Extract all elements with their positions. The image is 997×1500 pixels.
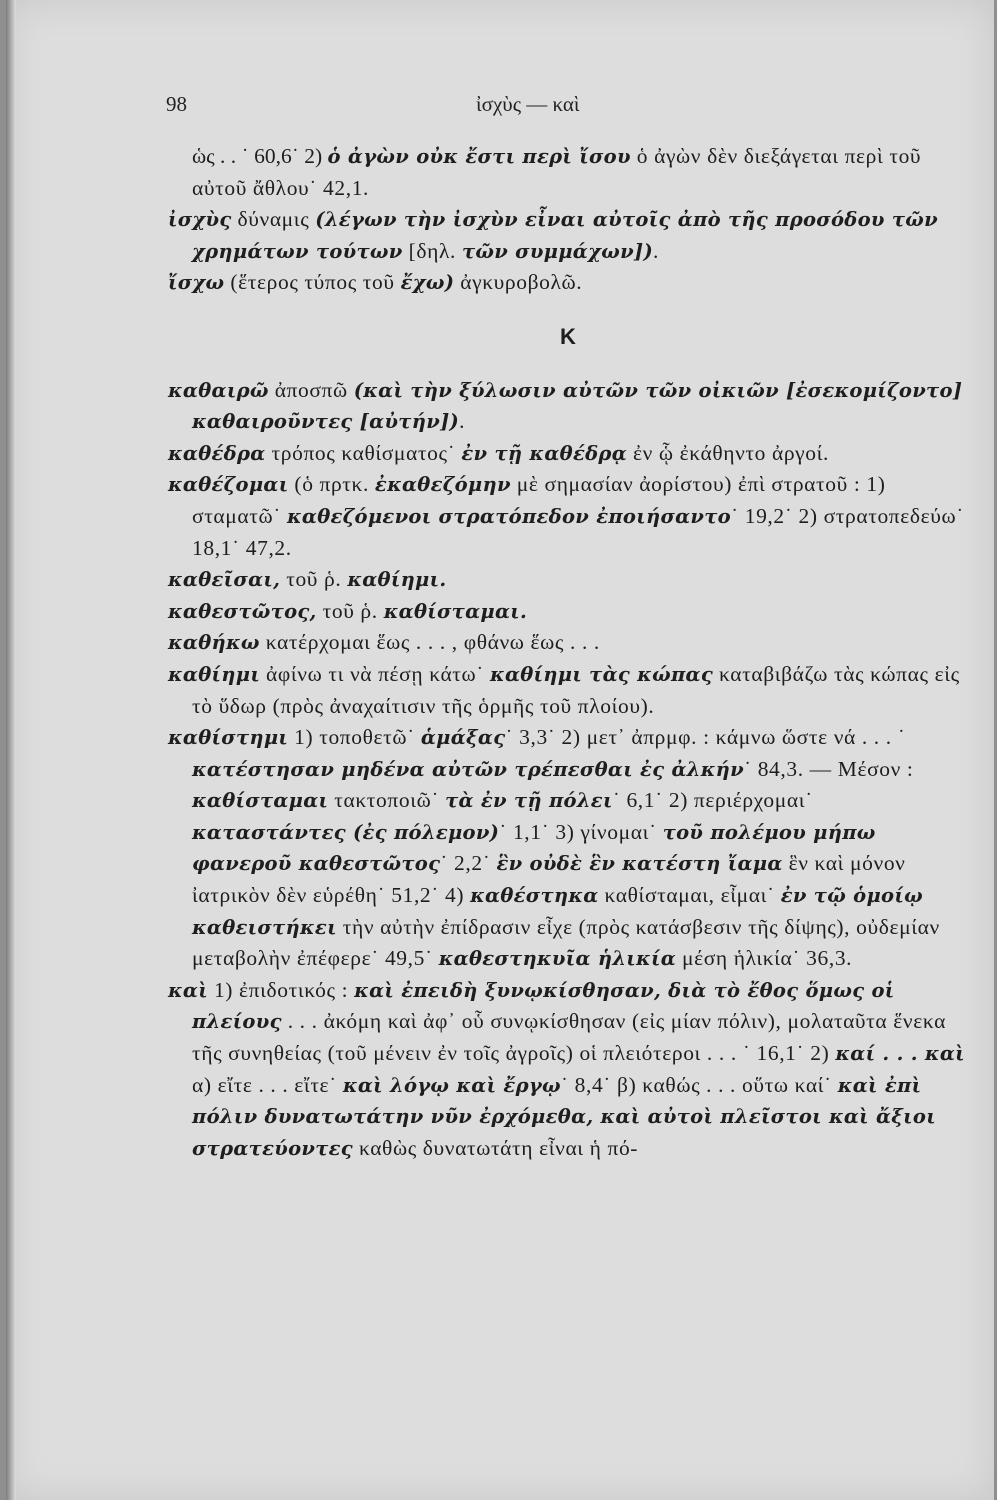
gloss: ὡς . . ˙ 60,6˙ 2) (192, 144, 328, 168)
gloss: ˙ 6,1˙ 2) περιέρχομαι˙ (612, 788, 813, 813)
page-edge-shadow (6, 0, 16, 1500)
entry-kathezomai (168, 469, 968, 564)
entry-kathestotos (168, 596, 968, 628)
entry-iskhys (168, 204, 968, 267)
citation: τοῦ πολέμου μήπω φανεροῦ καθεστῶτος (192, 820, 876, 876)
citation: καταστάντες (ἐς πόλεμον) (192, 820, 500, 844)
gloss: . (459, 409, 465, 434)
gloss: . . . ἀκόμη καὶ ἀφ᾽ οὗ συνῳκίσθησαν (εἰς μίαν πόλιν), μολαταῦτα ἕνεκα τῆς συνηθείας (τοῦ μένειν ἐν τοῖς ἀγροῖς) οἱ πλειότεροι . . . ˙ 16,1˙ 2) (192, 1009, 946, 1066)
gloss: . (652, 238, 659, 263)
lemma: καθεῖσαι, (168, 568, 281, 592)
section-letter: Κ (560, 323, 576, 349)
gloss: καταβιβάζω τὰς κώπας εἰς τὸ ὕδωρ (πρὸς ἀναχαίτισιν τῆς ὁρμῆς τοῦ πλοίου). (192, 661, 960, 718)
citation: (λέγων τὴν ἰσχὺν εἶναι αὐτοῖς ἀπὸ τῆς προσόδου τῶν χρημάτων τούτων (192, 208, 938, 263)
entry-kathiemi (168, 659, 968, 722)
entry-kathedra (168, 438, 968, 470)
gloss: ἓν καὶ μόνον ἰατρικὸν δὲν εὑρέθη˙ 51,2˙ 4) (192, 851, 906, 908)
lemma: καθίημι (168, 662, 261, 686)
lemma: καθέζομαι (168, 473, 289, 497)
gloss: τοῦ ῥ. (316, 598, 384, 623)
citation: ἐκαθεζόμην (374, 473, 511, 497)
gloss: καθίσταμαι, εἶμαι˙ (598, 883, 781, 908)
gloss: (ὁ πρτκ. (288, 472, 375, 497)
gloss: (ἕτερος τύπος τοῦ (224, 270, 401, 295)
gloss: δύναμις (231, 207, 316, 232)
scanned-page (6, 0, 994, 1500)
gloss: ἀποσπῶ (268, 377, 354, 402)
gloss: ˙ 8,4˙ β) καθώς . . . οὕτω καί˙ (560, 1072, 838, 1097)
gloss: ἀγκυροβολῶ. (454, 270, 583, 295)
citation: ἁμάξας (420, 726, 506, 750)
citation: ἐν τῇ καθέδρᾳ (461, 441, 627, 465)
citation: καθίσταμαι (192, 789, 329, 813)
entry-katheisai (168, 564, 968, 596)
citation: (καὶ τὴν ξύλωσιν αὐτῶν τῶν οἰκιῶν [ἐσεκομίζοντο] καθαιροῦντες [αὐτήν]) (192, 378, 963, 434)
gloss: τακτοποιῶ˙ (328, 788, 446, 813)
page-number: 98 (166, 92, 187, 116)
citation: καὶ λόγῳ καὶ ἔργῳ (342, 1073, 561, 1097)
lemma: καθαιρῶ (168, 378, 269, 402)
citation: καὶ ἐπειδὴ ξυνῳκίσθησαν, διὰ τὸ ἔθος ὅμως οἱ πλείους (192, 978, 895, 1034)
citation: καθίημι. (347, 568, 447, 592)
gloss: α) εἴτε . . . εἴτε˙ (192, 1072, 343, 1097)
citation: καθέστηκα (470, 884, 599, 908)
gloss: ˙ 3,3˙ 2) μετ᾽ ἀπρμφ. : κάμνω ὥστε νά . . . ˙ (505, 725, 906, 750)
gloss: τρόπος καθίσματος˙ (265, 440, 462, 465)
gloss: τὴν αὐτὴν ἐπίδρασιν εἶχε (πρὸς κατάσβεσιν τῆς δίψης), οὐδεμίαν μεταβολὴν ἐπέφερε˙ 49,5˙ (192, 914, 940, 971)
gloss: ˙ 19,2˙ 2) στρατοπεδεύω˙ 18,1˙ 47,2. (192, 503, 964, 560)
running-head: ἰσχὺς — καὶ (476, 92, 580, 116)
citation: καθίσταμαι. (383, 599, 528, 623)
gloss: ˙ 1,1˙ 3) γίνομαι˙ (499, 819, 663, 844)
dictionary-text (168, 141, 968, 1164)
citation: κατέστησαν μηδένα αὐτῶν τρέπεσθαι ἐς ἀλκήν (192, 757, 744, 781)
entry-continuation (168, 141, 968, 204)
lemma: καὶ (168, 978, 208, 1002)
entry-katheko (168, 627, 968, 659)
entry-kathairo (168, 375, 968, 438)
gloss: μὲ σημασίαν ἀορίστου) ἐπὶ στρατοῦ : 1) σταματῶ˙ (192, 472, 886, 528)
lemma: καθεστῶτος, (168, 599, 317, 623)
citation: καί . . . καὶ (835, 1042, 965, 1066)
gloss: ˙ 2,2˙ (440, 851, 497, 876)
lemma: καθήκω (168, 631, 260, 655)
citation: τὰ ἐν τῇ πόλει (445, 789, 613, 813)
lemma: ἴσχω (168, 271, 225, 295)
gloss: 1) τοποθετῶ˙ (288, 725, 421, 750)
gloss: ˙ 84,3. — Μέσον : (743, 756, 914, 781)
citation: καθίημι τὰς κώπας (490, 662, 713, 686)
entry-kai (168, 975, 968, 1165)
gloss: [δηλ. (402, 238, 462, 263)
citation: ἓν οὐδὲ ἓν κατέστη ἴαμα (496, 852, 783, 876)
gloss: ἀφίνω τι νὰ πέσῃ κάτω˙ (260, 661, 491, 686)
page-header (6, 92, 994, 122)
entry-iskho (168, 267, 968, 299)
citation: καθεζόμενοι στρατόπεδον ἐποιήσαντο (287, 504, 731, 528)
gloss: καθὼς δυνατωτάτη εἶναι ἡ πό- (352, 1135, 639, 1160)
gloss: μέση ἡλικία˙ 36,3. (676, 946, 853, 971)
citation: τῶν συμμάχων]) (461, 239, 653, 263)
lemma: καθίστημι (168, 726, 289, 750)
citation: καὶ ἐπὶ πόλιν δυνατωτάτην νῦν ἐρχόμεθα, καὶ αὐτοὶ πλεῖστοι καὶ ἄξιοι στρατεύοντες (192, 1073, 936, 1160)
citation: ἐν τῷ ὁμοίῳ καθειστήκει (192, 884, 923, 939)
lemma: καθέδρα (168, 441, 266, 465)
citation: ὁ ἀγὼν οὐκ ἔστι περὶ ἴσου (327, 145, 631, 168)
lemma: ἰσχὺς (168, 208, 232, 232)
gloss: ἐν ᾧ ἐκάθηντο ἀργοί. (627, 440, 829, 465)
gloss: ὁ ἀγὼν δὲν διεξάγεται περὶ τοῦ αὐτοῦ ἄθλου˙ 42,1. (192, 144, 922, 200)
gloss: κατέρχομαι ἕως . . . , φθάνω ἕως . . . (259, 630, 600, 655)
gloss: τοῦ ῥ. (280, 567, 348, 592)
citation: καθεστηκυῖα ἡλικία (438, 947, 676, 971)
entry-kathistemi (168, 722, 968, 975)
citation: ἔχω) (400, 271, 455, 295)
gloss: 1) ἐπιδοτικός : (207, 977, 355, 1002)
